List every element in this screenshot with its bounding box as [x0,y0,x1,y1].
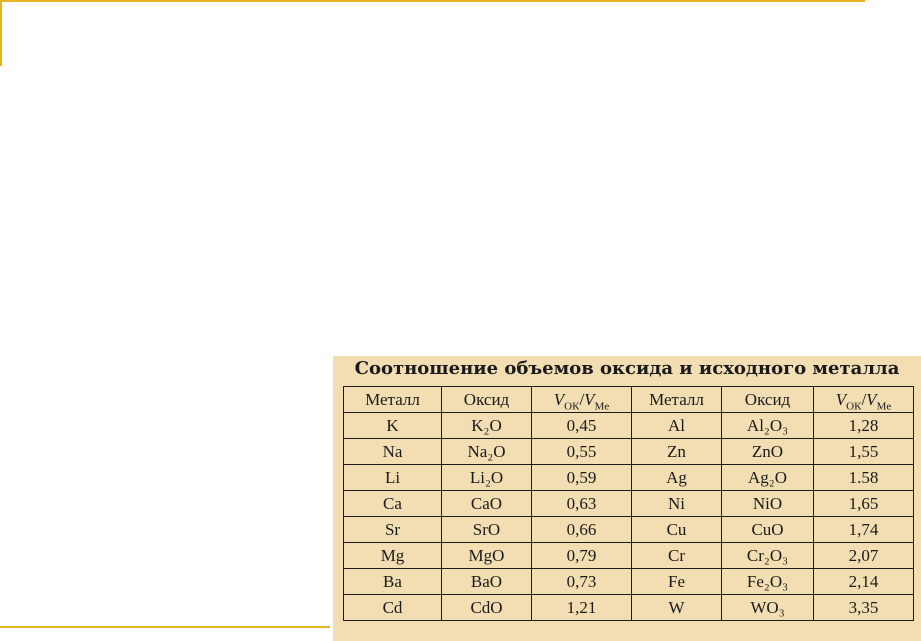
oxide-cell: MgO [442,543,532,569]
ratio-v1: V [835,390,847,409]
ratio-sub1: ОК [846,400,862,413]
metal-cell: Zn [632,439,722,465]
ratio-cell: 0,55 [532,439,632,465]
table-row [344,595,914,621]
ratio-cell: 1.58 [814,465,914,491]
table-row [344,439,914,465]
ratio-cell: 0,79 [532,543,632,569]
oxide-cell: Al₂O₃ [722,413,814,439]
oxide-cell: SrO [442,517,532,543]
metal-cell: Na [344,439,442,465]
oxide-cell: Li₂O [442,465,532,491]
table-title: Соотношение объемов оксида и исходного металла [354,358,900,379]
oxide-volume-ratio-table [343,386,914,621]
ratio-sub1: ОК [564,400,580,413]
oxide-cell: CuO [722,517,814,543]
table-row [344,413,914,439]
ratio-cell: 0,59 [532,465,632,491]
metal-cell: K [344,413,442,439]
bottom-accent-rule [0,626,330,628]
table-row [344,569,914,595]
metal-cell: Ca [344,491,442,517]
ratio-cell: 0,73 [532,569,632,595]
ratio-cell: 1,55 [814,439,914,465]
oxide-cell: WO₃ [722,595,814,621]
oxide-cell: K₂O [442,413,532,439]
oxide-volume-ratio-figure [333,356,921,641]
ratio-v2: V [866,390,877,409]
ratio-sep: / [579,390,585,409]
oxide-cell: Cr₂O₃ [722,543,814,569]
oxide-cell: Fe₂O₃ [722,569,814,595]
ratio-cell: 1,74 [814,517,914,543]
ratio-cell: 0,66 [532,517,632,543]
metal-cell: Mg [344,543,442,569]
left-accent-rule [0,0,2,66]
metal-cell: Cd [344,595,442,621]
table-row [344,517,914,543]
oxide-cell: Na₂O [442,439,532,465]
ratio-cell: 1,28 [814,413,914,439]
ratio-cell: 0,45 [532,413,632,439]
ratio-sub2: Me [876,400,892,413]
ratio-cell: 1,65 [814,491,914,517]
ratio-cell: 3,35 [814,595,914,621]
metal-cell: Cu [632,517,722,543]
metal-cell: Ag [632,465,722,491]
ratio-sep: / [861,390,867,409]
oxide-cell: ZnO [722,439,814,465]
header-ratio-left [532,387,632,413]
ratio-v1: V [553,390,565,409]
header-metal-right: Металл [632,387,722,413]
header-metal-left: Металл [344,387,442,413]
metal-cell: Li [344,465,442,491]
header-ratio-right [814,387,914,413]
table-row [344,543,914,569]
ratio-sub2: Me [594,400,610,413]
metal-cell: Fe [632,569,722,595]
table-header-row [344,387,914,413]
metal-cell: Sr [344,517,442,543]
header-oxide-left: Оксид [442,387,532,413]
ratio-cell: 2,14 [814,569,914,595]
oxide-cell: CaO [442,491,532,517]
ratio-cell: 2,07 [814,543,914,569]
ratio-cell: 1,21 [532,595,632,621]
metal-cell: Ni [632,491,722,517]
metal-cell: W [632,595,722,621]
top-accent-rule [0,0,865,2]
ratio-cell: 0,63 [532,491,632,517]
table-row [344,465,914,491]
metal-cell: Al [632,413,722,439]
header-oxide-right: Оксид [722,387,814,413]
ratio-v2: V [584,390,595,409]
oxide-cell: NiO [722,491,814,517]
oxide-cell: BaO [442,569,532,595]
oxide-cell: Ag₂O [722,465,814,491]
table-row [344,491,914,517]
oxide-cell: CdO [442,595,532,621]
metal-cell: Ba [344,569,442,595]
metal-cell: Cr [632,543,722,569]
